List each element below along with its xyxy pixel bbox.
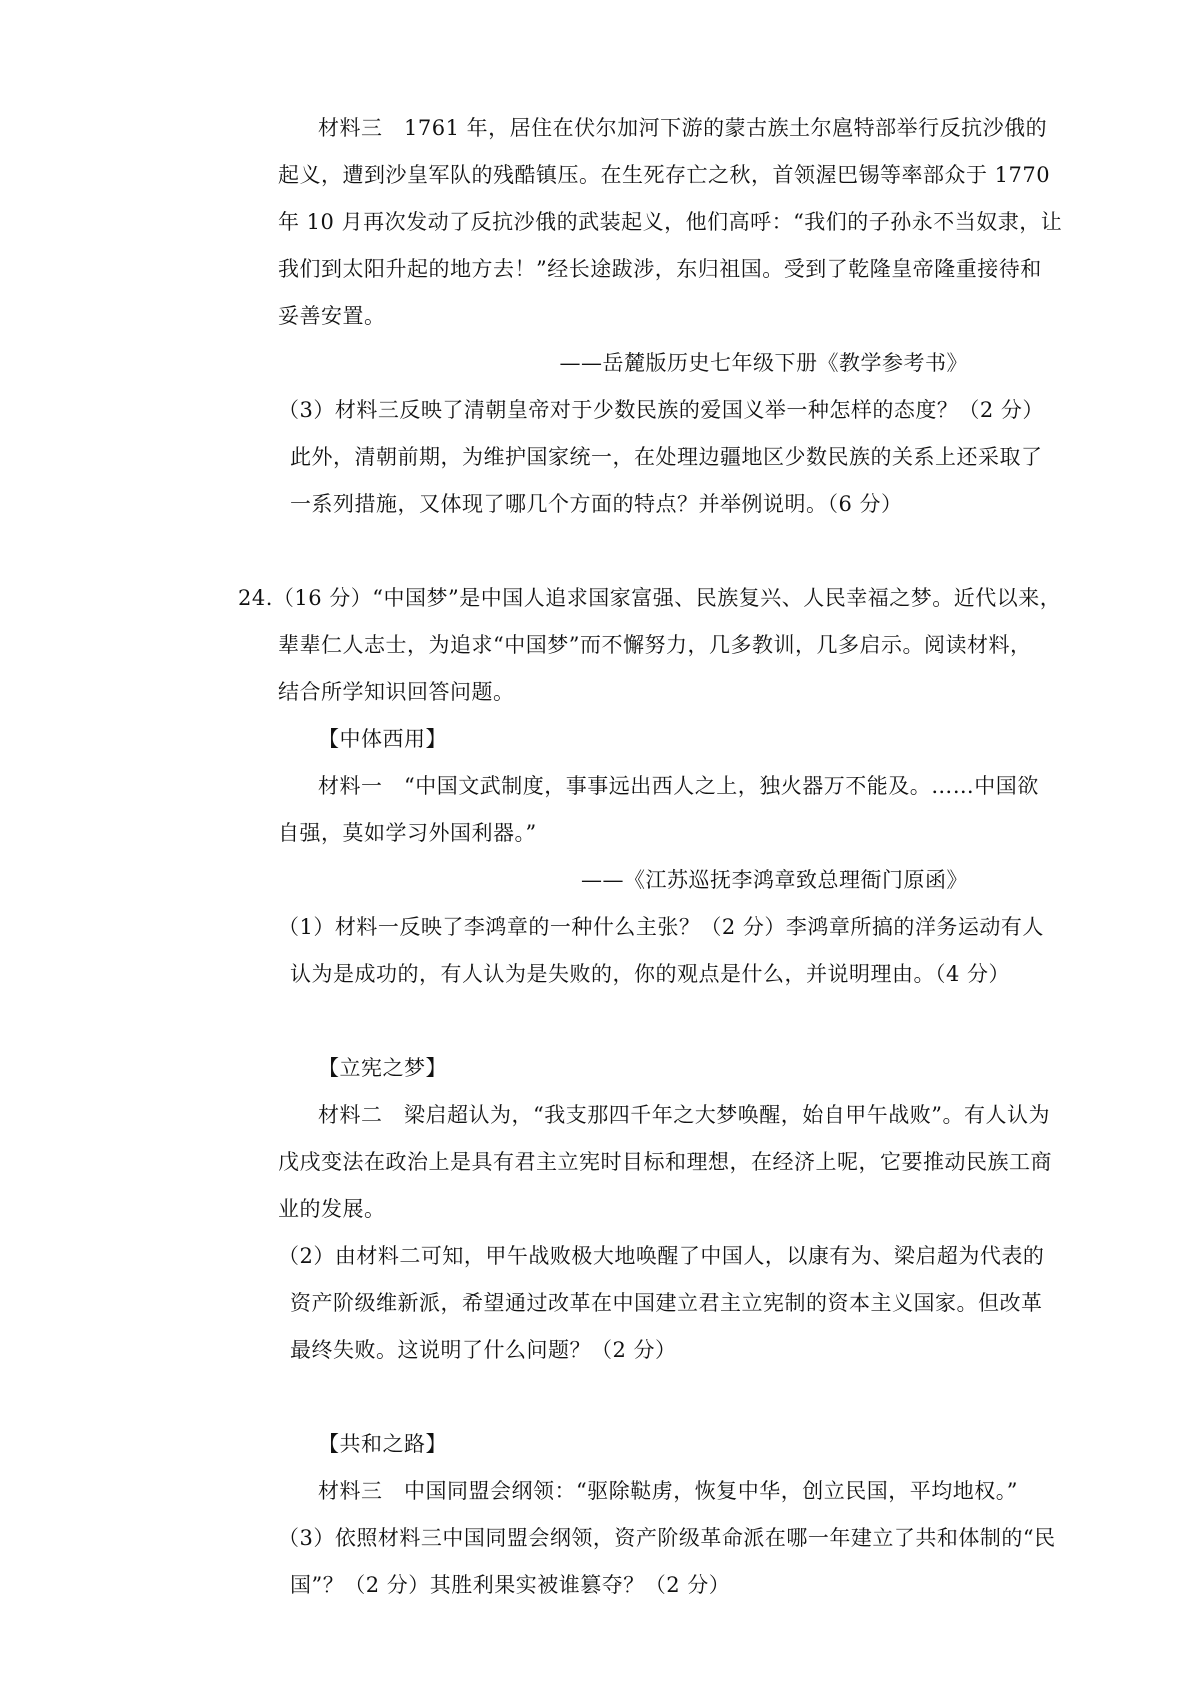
material-text-line: 业的发展。 [278, 1197, 386, 1221]
question-text-line: （2）由材料二可知，甲午战败极大地唤醒了中国人，以康有为、梁启超为代表的 [278, 1244, 1045, 1268]
question-intro-line: 辈辈仁人志士，为追求“中国梦”而不懈努力，几多教训，几多启示。阅读材料， [278, 633, 1032, 657]
question-text-line: （1）材料一反映了李鸿章的一种什么主张？（2 分）李鸿章所搞的洋务运动有人 [278, 915, 1044, 939]
question-intro-line: 结合所学知识回答问题。 [278, 680, 515, 704]
question-text-line: （3）依照材料三中国同盟会纲领，资产阶级革命派在哪一年建立了共和体制的“民 [278, 1526, 1056, 1550]
material-text-line: 我们到太阳升起的地方去！”经长途跋涉，东归祖国。受到了乾隆皇帝隆重接待和 [278, 257, 1042, 281]
material-text-line: 年 10 月再次发动了反抗沙俄的武装起义，他们高呼：“我们的子孙永不当奴隶，让 [278, 210, 1063, 234]
material-text-line: 妥善安置。 [278, 304, 386, 328]
section-heading: 【中体西用】 [318, 727, 447, 751]
section-heading: 【立宪之梦】 [318, 1056, 447, 1080]
question-text-line: 国”？（2 分）其胜利果实被谁篡夺？（2 分） [290, 1573, 731, 1597]
section-heading: 【共和之路】 [318, 1432, 447, 1456]
material-text-line: 自强，莫如学习外国利器。” [278, 821, 537, 845]
material-text-line: 材料一 “中国文武制度，事事远出西人之上，独火器万不能及。……中国欲 [318, 774, 1039, 798]
material-text-line: 起义，遭到沙皇军队的残酷镇压。在生死存亡之秋，首领渥巴锡等率部众于 1770 [278, 163, 1051, 187]
question-text-line: 资产阶级维新派，希望通过改革在中国建立君主立宪制的资本主义国家。但改革 [290, 1291, 1043, 1315]
material-text-line: 戊戌变法在政治上是具有君主立宪时目标和理想，在经济上呢，它要推动民族工商 [278, 1150, 1052, 1174]
question-text-line: 一系列措施，又体现了哪几个方面的特点？并举例说明。（6 分） [290, 492, 903, 516]
material-text-line: 材料三 1761 年，居住在伏尔加河下游的蒙古族土尔扈特部举行反抗沙俄的 [318, 116, 1048, 140]
material-source: ——岳麓版历史七年级下册《教学参考书》 [559, 351, 968, 375]
material-text-line: 材料三 中国同盟会纲领：“驱除鞑虏，恢复中华，创立民国，平均地权。” [318, 1479, 1018, 1503]
question-intro-line: 24.（16 分）“中国梦”是中国人追求国家富强、民族复兴、人民幸福之梦。近代以来， [238, 586, 1062, 610]
material-source: ——《江苏巡抚李鸿章致总理衙门原函》 [581, 868, 968, 892]
question-text-line: 最终失败。这说明了什么问题？（2 分） [290, 1338, 677, 1362]
question-text-line: （3）材料三反映了清朝皇帝对于少数民族的爱国义举一种怎样的态度？（2 分） [278, 398, 1044, 422]
question-text-line: 认为是成功的，有人认为是失败的，你的观点是什么，并说明理由。（4 分） [290, 962, 1011, 986]
material-text-line: 材料二 梁启超认为，“我支那四千年之大梦唤醒，始自甲午战败”。有人认为 [318, 1103, 1050, 1127]
question-text-line: 此外，清朝前期，为维护国家统一，在处理边疆地区少数民族的关系上还采取了 [290, 445, 1043, 469]
